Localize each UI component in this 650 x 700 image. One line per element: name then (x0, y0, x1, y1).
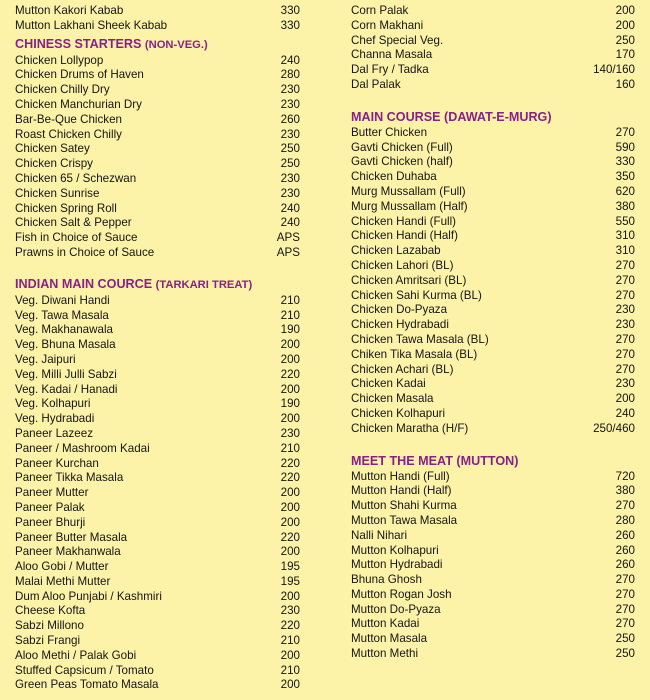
menu-item (15, 383, 300, 398)
menu-item (15, 486, 300, 501)
item-price: 310 (615, 244, 635, 258)
item-price: 350 (615, 170, 635, 184)
item-price: 310 (615, 229, 635, 243)
menu-item (15, 397, 300, 412)
item-name: Chiken Tika Masala (BL) (351, 347, 478, 361)
menu-item (15, 545, 300, 560)
item-price: 270 (615, 587, 635, 601)
menu-item (15, 246, 300, 261)
section-title: CHINESS STARTERS (15, 36, 142, 51)
menu-item (15, 202, 300, 217)
menu-item (15, 98, 300, 113)
item-name: Sabzi Frangi (15, 634, 81, 648)
item-name: Chicken Spring Roll (15, 201, 117, 215)
section-heading-meet-the-meat (351, 452, 635, 470)
item-name: Aloo Gobi / Mutter (15, 560, 109, 574)
item-name: Mutton Kadai (351, 617, 420, 631)
menu-item (15, 457, 300, 472)
item-price: 200 (280, 352, 300, 366)
menu-item (15, 157, 300, 172)
menu-item (15, 338, 300, 353)
menu-item (15, 54, 300, 69)
item-price: 220 (280, 456, 300, 470)
item-name: Murg Mussallam (Full) (351, 184, 466, 198)
menu-item (15, 68, 300, 83)
item-price: 380 (615, 199, 635, 213)
left-menu-column (15, 0, 300, 693)
item-price: 250 (615, 33, 635, 47)
item-name: Mutton Methi (351, 647, 419, 661)
item-price: 190 (280, 397, 300, 411)
item-price: 220 (280, 619, 300, 633)
item-name: Chicken 65 / Schezwan (15, 171, 137, 185)
item-price: 240 (615, 406, 635, 420)
item-name: Mutton Kolhapuri (351, 543, 439, 557)
menu-item (351, 244, 635, 259)
item-name: Channa Masala (351, 48, 433, 62)
item-name: Chicken Salt & Pepper (15, 216, 132, 230)
item-price: 230 (280, 604, 300, 618)
item-price: 200 (615, 4, 635, 17)
item-price: 200 (280, 382, 300, 396)
menu-item (15, 294, 300, 309)
item-price: 210 (280, 663, 300, 677)
item-price: 200 (280, 486, 300, 500)
menu-item (351, 34, 635, 49)
item-price: 230 (280, 97, 300, 111)
item-name: Chicken Tawa Masala (BL) (351, 332, 489, 346)
item-name: Paneer Makhanwala (15, 545, 121, 559)
menu-item (15, 368, 300, 383)
menu-item (351, 318, 635, 333)
item-price: 620 (615, 184, 635, 198)
item-name: Chicken Lollypop (15, 53, 104, 67)
menu-item (351, 303, 635, 318)
left-top-items (15, 4, 300, 34)
menu-item (351, 141, 635, 156)
menu-item (351, 603, 635, 618)
menu-item (351, 126, 635, 141)
item-name: Chicken Sunrise (15, 186, 100, 200)
menu-item (15, 231, 300, 246)
menu-item (15, 575, 300, 590)
item-price: 240 (280, 53, 300, 67)
item-name: Mutton Handi (Full) (351, 469, 450, 483)
item-name: Chicken Amritsari (BL) (351, 273, 467, 287)
item-name: Dum Aloo Punjabi / Kashmiri (15, 589, 162, 603)
menu-item (15, 427, 300, 442)
item-price: 230 (615, 377, 635, 391)
item-price: 380 (615, 484, 635, 498)
menu-item (15, 323, 300, 338)
item-name: Gavti Chicken (half) (351, 155, 453, 169)
item-name: Gavti Chicken (Full) (351, 140, 453, 154)
item-name: Paneer Tikka Masala (15, 471, 124, 485)
item-name: Paneer Mutter (15, 486, 89, 500)
item-price: 195 (280, 560, 300, 574)
item-price: 200 (615, 392, 635, 406)
item-price: 270 (615, 332, 635, 346)
item-price: 230 (280, 127, 300, 141)
indian-main-cource-list (15, 294, 300, 694)
item-price: 330 (615, 155, 635, 169)
meet-the-meat-list (351, 470, 635, 662)
section-subtitle: (TARKARI TREAT) (155, 278, 253, 291)
item-name: Green Peas Tomato Masala (15, 678, 159, 692)
menu-item (15, 442, 300, 457)
menu-item (351, 19, 635, 34)
item-price: 280 (615, 513, 635, 527)
section-subtitle: (NON-VEG.) (144, 38, 208, 51)
menu-item (15, 19, 300, 34)
item-price: 270 (615, 617, 635, 631)
item-name: Paneer Palak (15, 500, 85, 514)
item-name: Fish in Choice of Sauce (15, 231, 138, 245)
menu-item (351, 363, 635, 378)
item-name: Aloo Methi / Palak Gobi (15, 648, 137, 662)
item-price: 200 (280, 648, 300, 662)
item-price: 270 (615, 125, 635, 139)
item-price: 200 (615, 18, 635, 32)
item-name: Stuffed Capsicum / Tomato (15, 663, 154, 677)
item-price: 140/160 (593, 63, 635, 77)
menu-item (351, 422, 635, 437)
menu-item (15, 531, 300, 546)
item-name: Malai Methi Mutter (15, 574, 111, 588)
menu-item (351, 470, 635, 485)
item-name: Chicken Masala (351, 392, 434, 406)
menu-item (351, 514, 635, 529)
menu-item (15, 678, 300, 693)
item-price: 590 (615, 140, 635, 154)
item-price: 260 (615, 558, 635, 572)
item-price: 250 (615, 632, 635, 646)
menu-item (15, 634, 300, 649)
item-name: Veg. Diwani Handi (15, 293, 110, 307)
menu-item (351, 78, 635, 93)
item-price: 270 (615, 347, 635, 361)
item-name: Chicken Achari (BL) (351, 362, 454, 376)
menu-item (351, 185, 635, 200)
item-price: 250/460 (593, 421, 635, 435)
section-heading-indian-main-cource (15, 275, 300, 294)
item-name: Chicken Sahi Kurma (BL) (351, 288, 482, 302)
section-heading-chiness-starters (15, 35, 300, 54)
menu-item (15, 664, 300, 679)
menu-item (15, 187, 300, 202)
item-price: 270 (615, 573, 635, 587)
menu-item (351, 617, 635, 632)
item-name: Mutton Tawa Masala (351, 513, 458, 527)
menu-item (15, 172, 300, 187)
menu-item (15, 560, 300, 575)
menu-item (15, 128, 300, 143)
item-name: Chicken Handi (Full) (351, 214, 457, 228)
item-price: 270 (615, 602, 635, 616)
item-price: 250 (615, 647, 635, 661)
item-name: Chicken Do-Pyaza (351, 303, 448, 317)
menu-item (15, 309, 300, 324)
item-name: Veg. Bhuna Masala (15, 338, 116, 352)
item-price: 260 (615, 543, 635, 557)
item-name: Mutton Handi (Half) (351, 484, 452, 498)
menu-item (351, 155, 635, 170)
item-name: Paneer Butter Masala (15, 530, 128, 544)
menu-item (351, 4, 635, 19)
item-price: 250 (280, 157, 300, 171)
item-price: 160 (615, 77, 635, 91)
menu-item (15, 353, 300, 368)
item-name: Mutton Lakhani Sheek Kabab (15, 18, 168, 32)
item-price: 260 (280, 112, 300, 126)
right-top-items (351, 4, 635, 93)
item-name: Chicken Drums of Haven (15, 68, 144, 82)
item-name: Mutton Kakori Kabab (15, 4, 124, 17)
menu-item (351, 259, 635, 274)
menu-item (351, 274, 635, 289)
menu-item (15, 501, 300, 516)
menu-item (15, 4, 300, 19)
section-heading-main-course (351, 108, 635, 126)
item-name: Chicken Handi (Half) (351, 229, 458, 243)
menu-item (15, 590, 300, 605)
item-price: 230 (615, 318, 635, 332)
menu-item (351, 348, 635, 363)
menu-item (15, 113, 300, 128)
item-name: Chicken Duhaba (351, 170, 437, 184)
menu-item (351, 229, 635, 244)
item-name: Chicken Lazabab (351, 244, 441, 258)
section-title: MEET THE MEAT (MUTTON) (351, 453, 519, 468)
item-name: Mutton Shahi Kurma (351, 499, 457, 513)
item-price: 330 (280, 18, 300, 32)
item-price: 250 (280, 142, 300, 156)
item-price: 210 (280, 441, 300, 455)
item-price: 200 (280, 500, 300, 514)
item-name: Veg. Kolhapuri (15, 397, 91, 411)
item-name: Veg. Hydrabadi (15, 412, 95, 426)
item-name: Chicken Lahori (BL) (351, 258, 454, 272)
item-name: Prawns in Choice of Sauce (15, 245, 155, 259)
item-price: 200 (280, 338, 300, 352)
item-name: Veg. Kadai / Hanadi (15, 382, 118, 396)
item-name: Chicken Kadai (351, 377, 426, 391)
item-price: 260 (615, 528, 635, 542)
menu-item (351, 588, 635, 603)
item-price: 220 (280, 530, 300, 544)
item-price: 200 (280, 678, 300, 692)
menu-item (15, 649, 300, 664)
menu-item (351, 558, 635, 573)
item-price: 210 (280, 293, 300, 307)
item-name: Chef Special Veg. (351, 33, 444, 47)
item-name: Bhuna Ghosh (351, 573, 422, 587)
menu-item (351, 392, 635, 407)
menu-item (15, 516, 300, 531)
item-name: Paneer / Mashroom Kadai (15, 441, 150, 455)
item-name: Paneer Bhurji (15, 515, 86, 529)
item-price: 190 (280, 323, 300, 337)
item-price: 220 (280, 367, 300, 381)
item-name: Bar-Be-Que Chicken (15, 112, 122, 126)
item-name: Chicken Manchurian Dry (15, 97, 142, 111)
item-price: 220 (280, 471, 300, 485)
menu-item (351, 289, 635, 304)
item-price: 270 (615, 362, 635, 376)
menu-item (351, 632, 635, 647)
item-name: Corn Makhani (351, 18, 424, 32)
item-name: Paneer Kurchan (15, 456, 99, 470)
item-name: Mutton Do-Pyaza (351, 602, 441, 616)
menu-item (351, 215, 635, 230)
item-price: 230 (280, 171, 300, 185)
item-name: Mutton Rogan Josh (351, 587, 452, 601)
menu-item (351, 499, 635, 514)
item-name: Veg. Milli Julli Sabzi (15, 367, 117, 381)
item-price: 280 (280, 68, 300, 82)
item-price: 210 (280, 308, 300, 322)
item-price: 270 (615, 258, 635, 272)
item-price: 170 (615, 48, 635, 62)
menu-item (351, 200, 635, 215)
menu-item (351, 484, 635, 499)
item-name: Mutton Masala (351, 632, 428, 646)
item-price: 240 (280, 216, 300, 230)
item-price: 200 (280, 515, 300, 529)
item-name: Chicken Crispy (15, 157, 93, 171)
item-price: 210 (280, 634, 300, 648)
right-menu-column (351, 0, 635, 662)
item-name: Sabzi Millono (15, 619, 84, 633)
menu-item (351, 529, 635, 544)
item-price: 200 (280, 589, 300, 603)
item-name: Nalli Nihari (351, 528, 408, 542)
menu-item (351, 333, 635, 348)
menu-item (351, 63, 635, 78)
item-name: Chicken Satey (15, 142, 90, 156)
item-name: Veg. Jaipuri (15, 352, 76, 366)
item-name: Chicken Hydrabadi (351, 318, 449, 332)
item-price: 230 (280, 186, 300, 200)
menu-item (351, 170, 635, 185)
item-name: Chicken Kolhapuri (351, 406, 446, 420)
menu-item (351, 573, 635, 588)
menu-item (15, 604, 300, 619)
item-price: 200 (280, 412, 300, 426)
item-name: Dal Palak (351, 77, 401, 91)
menu-item (15, 412, 300, 427)
item-name: Corn Palak (351, 4, 409, 17)
item-name: Dal Fry / Tadka (351, 63, 429, 77)
chiness-starters-list (15, 54, 300, 261)
item-price: APS (276, 245, 300, 259)
menu-item (15, 142, 300, 157)
item-price: 195 (280, 574, 300, 588)
menu-item (351, 647, 635, 662)
item-price: 230 (615, 303, 635, 317)
item-name: Roast Chicken Chilly (15, 127, 122, 141)
menu-item (15, 83, 300, 98)
item-price: 270 (615, 273, 635, 287)
item-price: 270 (615, 499, 635, 513)
menu-item (351, 48, 635, 63)
item-name: Murg Mussallam (Half) (351, 199, 468, 213)
item-name: Cheese Kofta (15, 604, 86, 618)
section-title: INDIAN MAIN COURCE (15, 276, 153, 291)
menu-item (15, 471, 300, 486)
main-course-list (351, 126, 635, 437)
item-name: Mutton Hydrabadi (351, 558, 443, 572)
item-price: 550 (615, 214, 635, 228)
item-name: Veg. Makhanawala (15, 323, 113, 337)
item-price: 230 (280, 83, 300, 97)
item-price: APS (276, 231, 300, 245)
item-price: 720 (615, 469, 635, 483)
item-name: Paneer Lazeez (15, 426, 93, 440)
item-name: Chicken Maratha (H/F) (351, 421, 469, 435)
menu-item (15, 216, 300, 231)
item-name: Butter Chicken (351, 125, 428, 139)
item-price: 270 (615, 288, 635, 302)
item-name: Veg. Tawa Masala (15, 308, 109, 322)
item-price: 240 (280, 201, 300, 215)
menu-item (351, 377, 635, 392)
menu-item (351, 407, 635, 422)
menu-item (15, 619, 300, 634)
item-price: 200 (280, 545, 300, 559)
item-price: 230 (280, 426, 300, 440)
item-name: Chicken Chilly Dry (15, 83, 110, 97)
section-title: MAIN COURSE (DAWAT-E-MURG) (351, 109, 552, 124)
menu-item (351, 544, 635, 559)
item-price: 330 (280, 4, 300, 17)
